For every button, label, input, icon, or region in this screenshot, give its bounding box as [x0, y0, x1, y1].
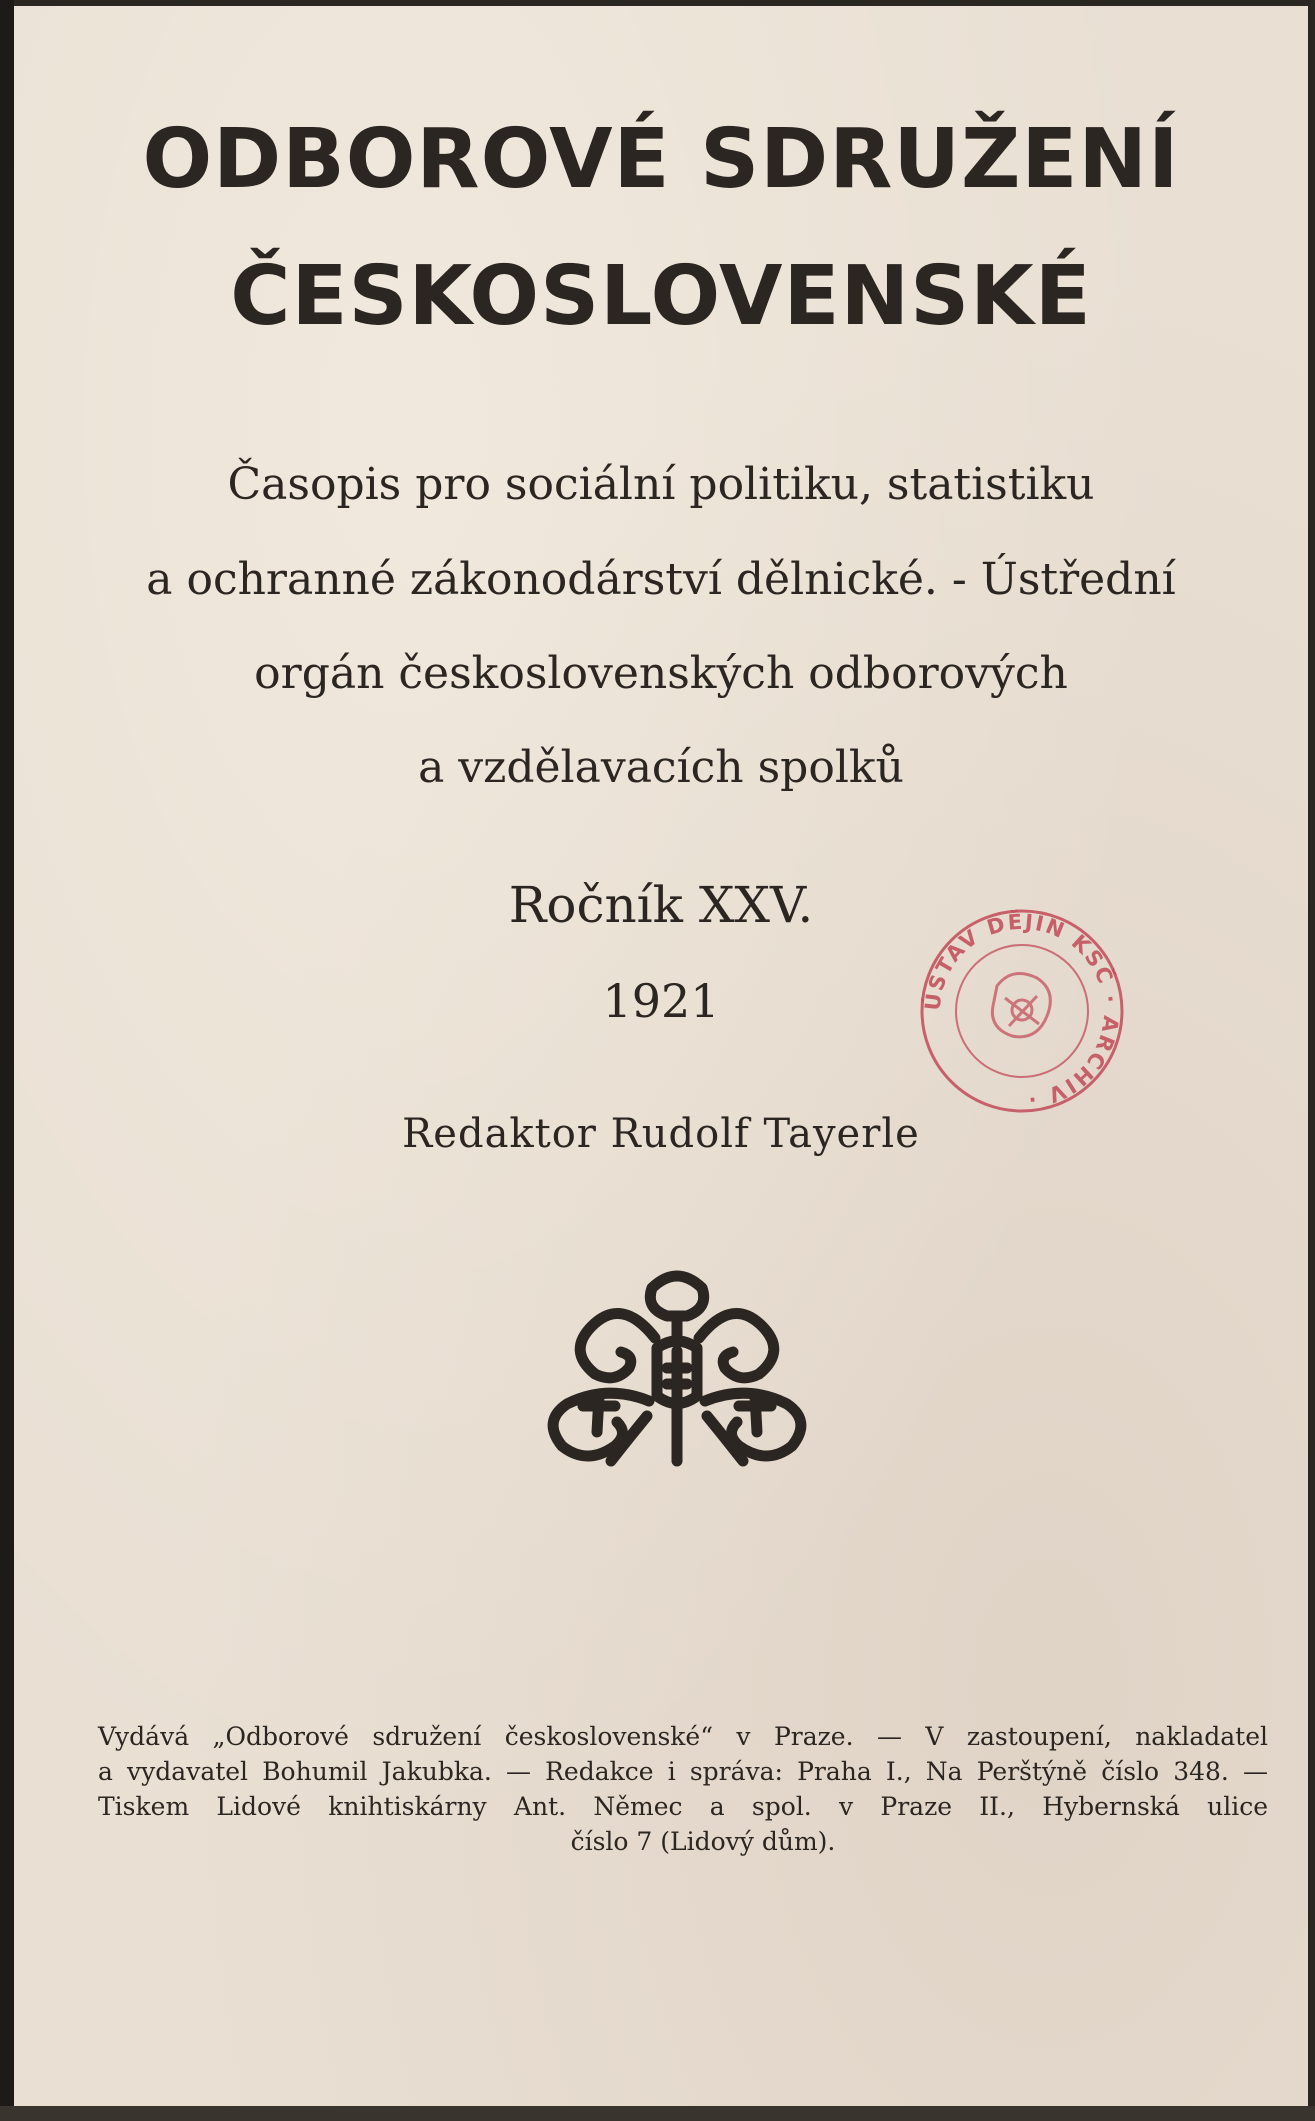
publisher-imprint	[98, 1719, 1268, 1859]
subtitle-line-4: a vzdělavacích spolků	[418, 742, 904, 793]
journal-title-line-1: ODBOROVÉ SDRUŽENÍ	[142, 112, 1180, 207]
stamp-text: ÚSTAV DĚJIN KSČ · ARCHIV ·	[920, 909, 1124, 1112]
page-bottom-edge	[0, 2106, 1315, 2121]
imprint-line-4: číslo 7 (Lidový dům).	[570, 1827, 836, 1856]
archive-stamp	[917, 906, 1127, 1116]
journal-title-line-2: ČESKOSLOVENSKÉ	[230, 249, 1092, 344]
floral-ornament-icon	[537, 1256, 817, 1476]
subtitle-line-2: a ochranné zákonodárství dělnické. - Ústřední	[146, 554, 1176, 605]
book-spine	[0, 0, 14, 2121]
editor-credit: Redaktor Rudolf Tayerle	[402, 1111, 920, 1157]
subtitle-line-3: orgán československých odborových	[254, 648, 1068, 699]
imprint-line-3: Tiskem Lidové knihtiskárny Ant. Němec a spol. v Praze II., Hybernská ulice	[98, 1792, 1268, 1821]
publication-year: 1921	[602, 974, 720, 1028]
imprint-line-1: Vydává „Odborové sdružení československé“ v Praze. — V zastoupení, nakladatel	[98, 1722, 1268, 1751]
imprint-line-2: a vydavatel Bohumil Jakubka. — Redakce i správa: Praha I., Na Perštýně číslo 348. —	[98, 1757, 1268, 1786]
subtitle-line-1: Časopis pro sociální politiku, statistiku	[227, 459, 1095, 510]
title-page	[14, 6, 1308, 2106]
volume-number: Ročník XXV.	[508, 876, 814, 934]
stamp-emblem-icon	[992, 974, 1050, 1037]
